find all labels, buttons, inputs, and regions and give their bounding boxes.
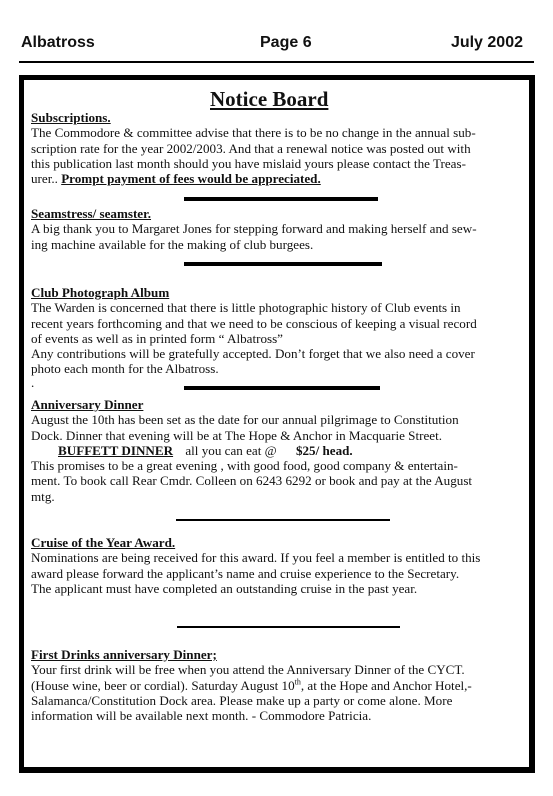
eat-text: all you can eat @ bbox=[185, 442, 277, 458]
header-rule bbox=[19, 61, 534, 63]
section-subscriptions bbox=[31, 110, 521, 186]
text-line: The applicant must have completed an outstanding cruise in the past year. bbox=[31, 580, 418, 596]
text-line: photo each month for the Albatross. bbox=[31, 361, 219, 377]
text-line: The Warden is concerned that there is little photographic history of Club events in bbox=[31, 300, 461, 316]
text-line: Any contributions will be gratefully accepted. Don’t forget that we also need a cover bbox=[31, 346, 475, 362]
section-cruise-award bbox=[31, 535, 521, 596]
section-heading: Club Photograph Album bbox=[31, 285, 170, 300]
section-heading: Cruise of the Year Award. bbox=[31, 535, 176, 550]
text-line: this publication last month should you have mislaid yours please contact the Treas- bbox=[31, 155, 466, 171]
section-heading: Anniversary Dinner bbox=[31, 397, 144, 412]
section-anniversary-dinner bbox=[31, 397, 521, 504]
text-line: Your first drink will be free when you attend the Anniversary Dinner of the CYCT. bbox=[31, 662, 465, 678]
text-fragment: (House wine, beer or cordial). Saturday August 10 bbox=[31, 677, 295, 693]
newsletter-name: Albatross bbox=[21, 34, 95, 51]
text-line bbox=[31, 443, 521, 458]
section-heading: First Drinks anniversary Dinner; bbox=[31, 647, 217, 662]
text-line: of events as well as in printed form “ Albatross” bbox=[31, 330, 283, 346]
text-line: award please forward the applicant’s name and cruise experience to the Secretary. bbox=[31, 565, 460, 581]
text-line: The Commodore & committee advise that there is to be no change in the annual sub- bbox=[31, 125, 476, 141]
text-line: This promises to be a great evening , with good food, good company & entertain- bbox=[31, 458, 458, 474]
text-line: scription rate for the year 2002/2003. And that a renewal notice was posted out with bbox=[31, 140, 471, 156]
text-line: recent years forthcoming and that we need to be conscious of keeping a visual record bbox=[31, 315, 477, 331]
text-line: ment. To book call Rear Cmdr. Colleen on 6243 6292 or book and pay at the August bbox=[31, 473, 473, 489]
text-line: Salamanca/Constitution Dock area. Please make up a party or come alone. More bbox=[31, 692, 453, 708]
ordinal-suffix: th bbox=[294, 677, 301, 687]
emphasis-text: Prompt payment of fees would be appreciated. bbox=[61, 171, 321, 187]
text-line: A big thank you to Margaret Jones for stepping forward and making herself and sew- bbox=[31, 221, 477, 237]
text-line: information will be available next month. - Commodore Patricia. bbox=[31, 708, 372, 724]
section-seamstress bbox=[31, 206, 521, 252]
text-line: Dock. Dinner that evening will be at The Hope & Anchor in Macquarie Street. bbox=[31, 427, 443, 443]
page-number: Page 6 bbox=[260, 34, 312, 51]
text-line bbox=[31, 171, 521, 186]
issue-date: July 2002 bbox=[450, 34, 523, 51]
text-line bbox=[31, 678, 521, 693]
price-text: $25/ head. bbox=[295, 442, 353, 458]
section-divider bbox=[184, 386, 380, 390]
text-fragment: urer.. bbox=[31, 171, 62, 187]
section-divider bbox=[176, 519, 390, 521]
section-divider bbox=[184, 262, 382, 266]
page-header bbox=[21, 34, 523, 54]
section-divider bbox=[177, 626, 400, 628]
buffett-dinner-label: BUFFETT DINNER bbox=[58, 442, 174, 458]
page-title: Notice Board bbox=[210, 87, 329, 111]
text-line: ing machine available for the making of club burgees. bbox=[31, 236, 314, 252]
text-line: August the 10th has been set as the date for our annual pilgrimage to Constitution bbox=[31, 412, 459, 428]
section-divider bbox=[184, 197, 378, 201]
stray-dot: . bbox=[31, 374, 35, 390]
section-first-drinks bbox=[31, 647, 521, 723]
section-heading: Subscriptions. bbox=[31, 110, 111, 125]
section-photo-album bbox=[31, 285, 521, 388]
section-heading: Seamstress/ seamster. bbox=[31, 206, 152, 221]
text-line: mtg. bbox=[31, 488, 55, 504]
text-line: Nominations are being received for this award. If you feel a member is entitled to this bbox=[31, 550, 481, 566]
text-fragment: , at the Hope and Anchor Hotel,- bbox=[300, 677, 472, 693]
